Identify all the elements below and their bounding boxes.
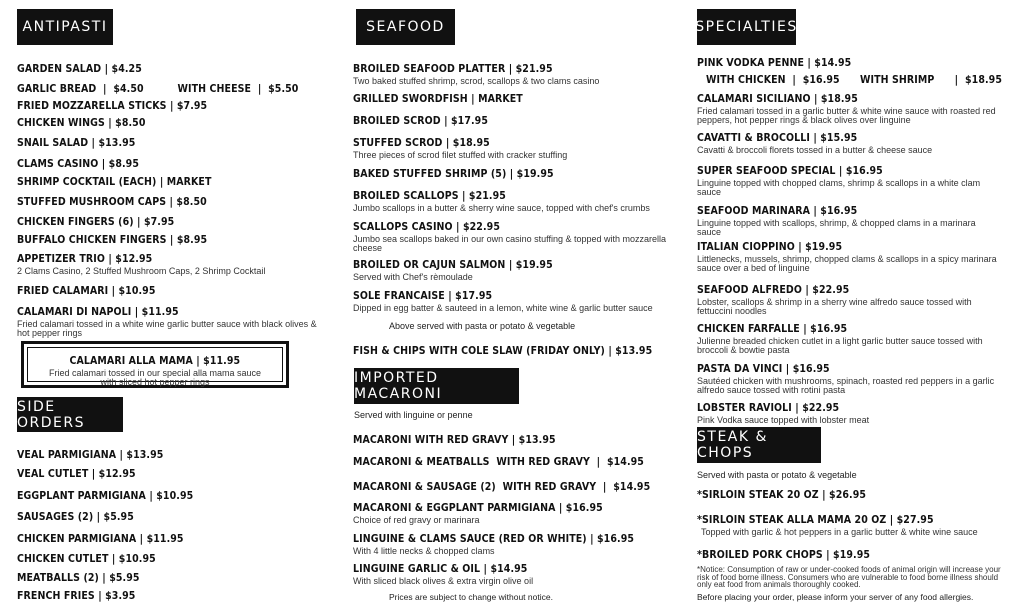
served-note: Above served with pasta or potato & vegetable: [389, 321, 576, 331]
side-item: [17, 486, 213, 504]
menu-item: [17, 59, 156, 77]
menu-item: [353, 133, 673, 160]
menu-item: [697, 237, 1002, 273]
item-description: Dipped in egg batter & sauteed in a lemon, white wine & garlic butter sauce: [353, 303, 653, 313]
item-name: MACARONI & EGGPLANT PARMIGIANA | $16.95: [353, 502, 603, 514]
item-description: Topped with garlic & hot peppers in a garlic butter & white wine sauce: [701, 527, 978, 537]
menu-item: [353, 111, 503, 129]
item-description: Jumbo scallops in a butter & sherry wine sauce, topped with chef's crumbs: [353, 203, 650, 213]
menu-item: [17, 302, 317, 338]
item-description: Pink Vodka sauce topped with lobster meat: [697, 415, 870, 425]
featured-name: CALAMARI ALLA MAMA | $11.95: [69, 355, 241, 367]
item-name: CHICKEN FINGERS (6) | $7.95: [17, 216, 175, 228]
price-note: Prices are subject to change without notice.: [389, 592, 553, 602]
item-name: MACARONI WITH RED GRAVY | $13.95: [353, 434, 556, 446]
item-name: SUPER SEAFOOD SPECIAL | $16.95: [697, 165, 883, 177]
featured-description: Fried calamari tossed in our special alla mama sauce with sliced hot pepper rings: [48, 368, 262, 387]
menu-item: [353, 286, 673, 313]
allergy-note: Before placing your order, please inform your server of any food allergies.: [697, 592, 974, 602]
served-note: Served with pasta or potato & vegetable: [697, 470, 857, 480]
item-name: BROILED SEAFOOD PLATTER | $21.95: [353, 63, 553, 75]
item-description: Littlenecks, mussels, shrimp, chopped clams & scallops in a spicy marinara sauce over a bed of linguine: [697, 254, 997, 273]
menu-item: [353, 498, 673, 525]
item-description: Julienne breaded chicken cutlet in a light garlic butter sauce tossed with broccoli & bowtie pasta: [697, 336, 983, 355]
item-name: WITH CHICKEN | $16.95 WITH SHRIMP | $18.95: [706, 74, 1003, 86]
item-description: Three pieces of scrod filet stuffed with cracker stuffing: [353, 150, 568, 160]
item-name: VEAL CUTLET | $12.95: [17, 468, 136, 480]
item-description: Linguine topped with scallops, shrimp, & chopped clams in a marinara sauce: [697, 218, 976, 237]
item-name: FRIED MOZZARELLA STICKS | $7.95: [17, 100, 208, 112]
menu-item: [353, 529, 673, 556]
menu-item: [17, 192, 228, 210]
menu-item: [697, 89, 1002, 125]
side-item: [17, 507, 147, 525]
menu-item: [353, 559, 673, 586]
item-description: Fried calamari tossed in a white wine garlic butter sauce with black olives & hot pepper rings: [17, 319, 317, 338]
menu-item: [353, 164, 576, 182]
menu-item: [697, 359, 1002, 395]
menu-item: [353, 430, 578, 448]
menu-item: [353, 452, 676, 470]
item-name: SCALLOPS CASINO | $22.95: [353, 221, 500, 233]
item-name: GARLIC BREAD | $4.50 WITH CHEESE | $5.50: [17, 83, 299, 95]
side-item: [17, 586, 149, 604]
menu-item: [353, 341, 686, 359]
item-name: LINGUINE GARLIC & OIL | $14.95: [353, 563, 528, 575]
item-description: With 4 little necks & chopped clams: [353, 546, 495, 556]
specialties-header: SPECIALTIES: [697, 9, 796, 45]
menu-item: [697, 161, 1002, 197]
item-name: VEAL PARMIGIANA | $13.95: [17, 449, 164, 461]
side-item: [17, 464, 149, 482]
item-name: CLAMS CASINO | $8.95: [17, 158, 140, 170]
item-name: SEAFOOD MARINARA | $16.95: [697, 205, 858, 217]
menu-item: [697, 128, 1002, 155]
item-name: MACARONI & MEATBALLS WITH RED GRAVY | $14.95: [353, 456, 644, 468]
menu-item: [697, 319, 1002, 355]
menu-item: [353, 477, 683, 495]
served-note: Served with linguine or penne: [354, 410, 473, 420]
antipasti-header: ANTIPASTI: [17, 9, 113, 45]
menu-item: [697, 510, 1002, 537]
menu-item: [353, 59, 673, 86]
item-name: APPETIZER TRIO | $12.95: [17, 253, 153, 265]
featured-box: [21, 341, 289, 388]
item-name: GARDEN SALAD | $4.25: [17, 63, 142, 75]
item-name: STUFFED SCROD | $18.95: [353, 137, 490, 149]
item-name: PINK VODKA PENNE | $14.95: [697, 57, 852, 69]
item-description: Two baked stuffed shrimp, scrod, scallops & two clams casino: [353, 76, 600, 86]
menu-item: [17, 79, 330, 97]
side-item: [17, 529, 202, 547]
featured-inner: [27, 347, 283, 387]
item-name: BAKED STUFFED SHRIMP (5) | $19.95: [353, 168, 554, 180]
menu-item: [697, 201, 1002, 237]
item-name: EGGPLANT PARMIGIANA | $10.95: [17, 490, 194, 502]
item-name: BROILED OR CAJUN SALMON | $19.95: [353, 259, 553, 271]
item-name: BUFFALO CHICKEN FINGERS | $8.95: [17, 234, 208, 246]
item-name: *SIRLOIN STEAK 20 OZ | $26.95: [697, 489, 867, 501]
item-name: STUFFED MUSHROOM CAPS | $8.50: [17, 196, 207, 208]
item-name: MEATBALLS (2) | $5.95: [17, 572, 140, 584]
item-name: BROILED SCROD | $17.95: [353, 115, 489, 127]
item-name: SEAFOOD ALFREDO | $22.95: [697, 284, 850, 296]
item-name: SHRIMP COCKTAIL (EACH) | MARKET: [17, 176, 212, 188]
health-notice: [697, 566, 1002, 589]
menu-item: [706, 70, 1024, 88]
notice-text: *Notice: Consumption of raw or under-cooked foods of animal origin will increase your risk of food borne illness. Consumers who are vulnerable to food borne illness should only eat food from animals thoroughly cooked.: [697, 565, 1001, 589]
menu-item: [697, 53, 868, 71]
item-description: Linguine topped with chopped clams, shrimp & scallops in a white clam sauce: [697, 178, 981, 197]
item-name: SOLE FRANCAISE | $17.95: [353, 290, 493, 302]
side-orders-header: SIDE ORDERS: [17, 397, 123, 432]
menu-item: [697, 280, 1002, 316]
item-name: GRILLED SWORDFISH | MARKET: [353, 93, 523, 105]
item-name: LINGUINE & CLAMS SAUCE (RED OR WHITE) | $16.95: [353, 533, 635, 545]
menu-item: [17, 133, 149, 151]
menu-item: [17, 230, 228, 248]
item-name: *BROILED PORK CHOPS | $19.95: [697, 549, 871, 561]
item-name: FISH & CHIPS WITH COLE SLAW (FRIDAY ONLY) | $13.95: [353, 345, 653, 357]
item-description: Fried calamari tossed in a garlic butter & white wine sauce with roasted red peppers, hot pepper rings & black olives over linguine: [697, 106, 996, 125]
item-name: MACARONI & SAUSAGE (2) WITH RED GRAVY | $14.95: [353, 481, 651, 493]
item-description: With sliced black olives & extra virgin olive oil: [353, 576, 534, 586]
item-description: Lobster, scallops & shrimp in a sherry wine alfredo sauce tossed with fettuccini noodles: [697, 297, 972, 316]
item-description: Cavatti & broccoli florets tossed in a butter & cheese sauce: [697, 145, 933, 155]
menu-item: [17, 281, 171, 299]
item-name: CALAMARI DI NAPOLI | $11.95: [17, 306, 179, 318]
menu-item: [697, 485, 885, 503]
menu-item: [17, 172, 233, 190]
steak-chops-header: STEAK & CHOPS: [697, 427, 821, 463]
menu-item: [353, 255, 673, 282]
menu-item: [353, 89, 542, 107]
menu-item: [353, 186, 673, 213]
item-description: Sautéed chicken with mushrooms, spinach, roasted red peppers in a garlic alfredo sauce tossed with rotini pasta: [697, 376, 995, 395]
menu-item: [697, 545, 889, 563]
item-name: FRENCH FRIES | $3.95: [17, 590, 136, 602]
menu-item: [17, 96, 228, 114]
item-description: Served with Chef's rèmoulade: [353, 272, 473, 282]
item-name: CALAMARI SICILIANO | $18.95: [697, 93, 858, 105]
macaroni-header: IMPORTED MACARONI: [354, 368, 519, 404]
menu-item: [353, 217, 673, 253]
menu-item: [17, 154, 153, 172]
seafood-header: SEAFOOD: [356, 9, 455, 45]
item-name: LOBSTER RAVIOLI | $22.95: [697, 402, 840, 414]
item-name: PASTA DA VINCI | $16.95: [697, 363, 830, 375]
side-item: [17, 445, 180, 463]
item-description: Jumbo sea scallops baked in our own casino stuffing & topped with mozzarella cheese: [353, 234, 667, 253]
item-name: CHICKEN FARFALLE | $16.95: [697, 323, 848, 335]
menu-item: [17, 113, 160, 131]
item-name: FRIED CALAMARI | $10.95: [17, 285, 156, 297]
menu-item: [17, 249, 317, 276]
menu-item: [697, 398, 1002, 425]
item-description: Choice of red gravy or marinara: [353, 515, 480, 525]
item-description: 2 Clams Casino, 2 Stuffed Mushroom Caps, 2 Shrimp Cocktail: [17, 266, 266, 276]
item-name: CAVATTI & BROCOLLI | $15.95: [697, 132, 858, 144]
item-name: BROILED SCALLOPS | $21.95: [353, 190, 506, 202]
item-name: ITALIAN CIOPPINO | $19.95: [697, 241, 843, 253]
item-name: CHICKEN CUTLET | $10.95: [17, 553, 156, 565]
item-name: *SIRLOIN STEAK ALLA MAMA 20 OZ | $27.95: [697, 514, 934, 526]
side-item: [17, 549, 171, 567]
item-name: CHICKEN WINGS | $8.50: [17, 117, 146, 129]
item-name: SNAIL SALAD | $13.95: [17, 137, 136, 149]
item-name: CHICKEN PARMIGIANA | $11.95: [17, 533, 184, 545]
menu-item: [17, 212, 192, 230]
side-item: [17, 568, 153, 586]
item-name: SAUSAGES (2) | $5.95: [17, 511, 134, 523]
